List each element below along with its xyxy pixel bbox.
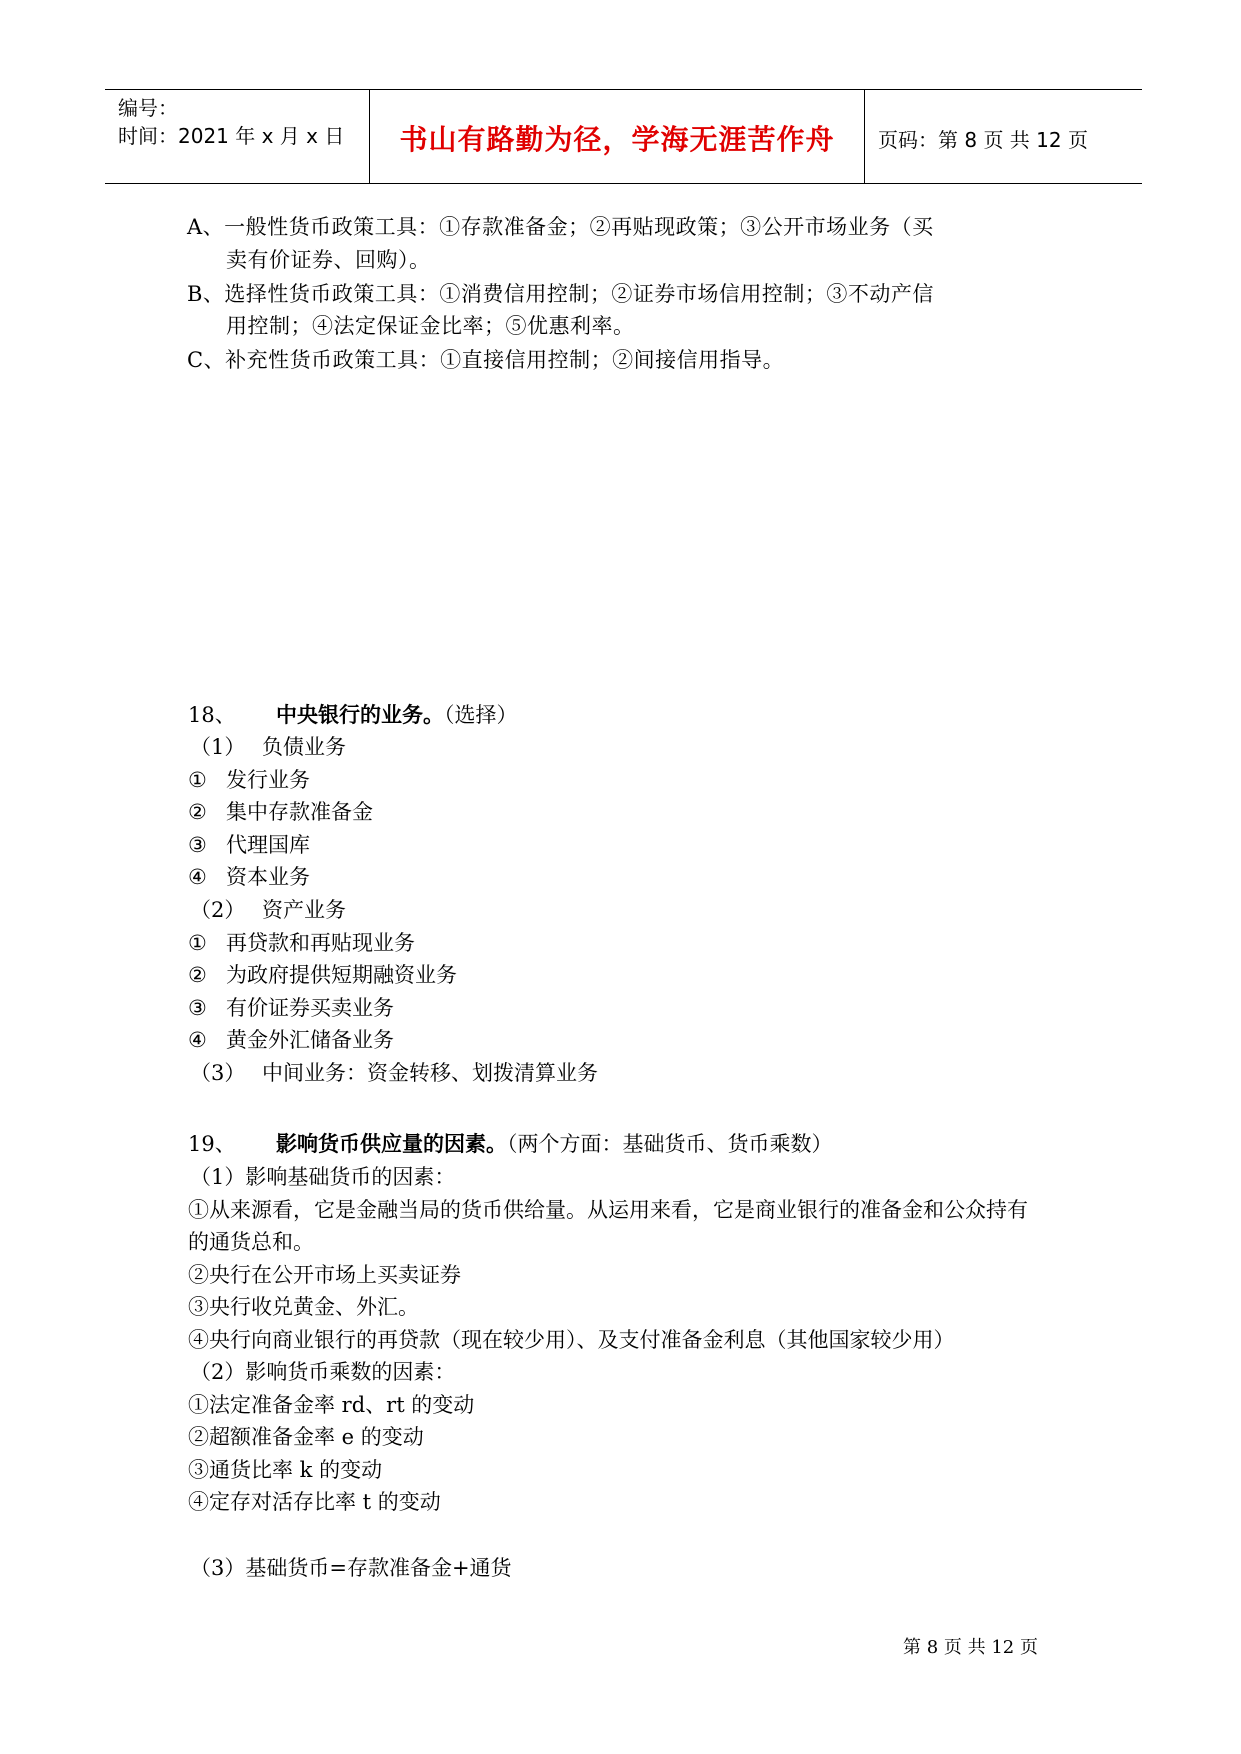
list-item [188, 799, 373, 825]
list-mark: ④ [188, 865, 207, 889]
policy-a-line1: A、一般性货币政策工具：①存款准备金；②再贴现政策；③公开市场业务（买 [187, 215, 934, 239]
list-item [188, 1027, 394, 1053]
list-text: 代理国库 [226, 833, 310, 857]
list-item [188, 962, 457, 988]
liabilities-label: （1） [190, 735, 246, 759]
section18-number: 18、 [188, 703, 236, 727]
list-mark: ① [188, 768, 207, 792]
header-center-cell [370, 90, 865, 183]
section18-heading [188, 702, 518, 728]
base-money-formula: （3）基础货币=存款准备金+通货 [190, 1556, 512, 1580]
liabilities-heading [190, 734, 346, 760]
list-mark: ② [188, 963, 207, 987]
page-header-table [105, 89, 1142, 184]
list-item [188, 930, 415, 956]
base-item1-line1: ①从来源看，它是金融当局的货币供给量。从运用来看，它是商业银行的准备金和公众持有 [188, 1198, 1028, 1222]
intermediate-title: 中间业务：资金转移、划拨清算业务 [262, 1061, 598, 1085]
list-text: 再贷款和再贴现业务 [226, 931, 415, 955]
section18-note: （选择） [444, 703, 518, 727]
list-text: 为政府提供短期融资业务 [226, 963, 457, 987]
base-item3: ③央行收兑黄金、外汇。 [188, 1295, 419, 1319]
policy-c-line1: C、补充性货币政策工具：①直接信用控制；②间接信用指导。 [187, 348, 785, 372]
base-item4: ④央行向商业银行的再贷款（现在较少用）、及支付准备金利息（其他国家较少用） [188, 1328, 955, 1352]
base-item2: ②央行在公开市场上买卖证券 [188, 1263, 461, 1287]
list-item [188, 832, 310, 858]
header-left-cell [105, 90, 370, 183]
serial-label: 编号： [118, 96, 178, 120]
list-item [188, 864, 310, 890]
time-label: 时间：2021 年 x 月 x 日 [118, 124, 345, 148]
list-mark: ④ [188, 1028, 207, 1052]
list-text: 集中存款准备金 [226, 800, 373, 824]
page-label: 页码：第 8 页 共 12 页 [878, 128, 1088, 152]
list-text: 有价证券买卖业务 [226, 996, 394, 1020]
header-right-cell [865, 90, 1142, 183]
liabilities-title: 负债业务 [262, 735, 346, 759]
page-footer: 第 8 页 共 12 页 [903, 1637, 1038, 1658]
list-item [188, 767, 310, 793]
list-text: 发行业务 [226, 768, 310, 792]
list-text: 黄金外汇储备业务 [226, 1028, 394, 1052]
section19-number: 19、 [188, 1132, 236, 1156]
mult-item1: ①法定准备金率 rd、rt 的变动 [188, 1393, 475, 1417]
list-mark: ③ [188, 833, 207, 857]
list-item [188, 995, 394, 1021]
base-item1-line2: 的通货总和。 [188, 1230, 314, 1254]
policy-b-line1: B、选择性货币政策工具：①消费信用控制；②证券市场信用控制；③不动产信 [187, 282, 934, 306]
list-mark: ③ [188, 996, 207, 1020]
assets-heading [190, 897, 346, 923]
list-mark: ① [188, 931, 207, 955]
mult-item3: ③通货比率 k 的变动 [188, 1458, 383, 1482]
section18-title: 中央银行的业务。 [276, 703, 444, 727]
policy-b-line2: 用控制；④法定保证金比率；⑤优惠利率。 [226, 314, 635, 338]
section19-note: （两个方面：基础货币、货币乘数） [507, 1132, 833, 1156]
base-money-heading: （1）影响基础货币的因素： [190, 1165, 456, 1189]
multiplier-heading: （2）影响货币乘数的因素： [190, 1360, 456, 1384]
mult-item2: ②超额准备金率 e 的变动 [188, 1425, 424, 1449]
motto: 书山有路勤为径，学海无涯苦作舟 [399, 123, 835, 156]
policy-a-line2: 卖有价证券、回购）。 [226, 248, 431, 272]
section19-heading [188, 1131, 833, 1157]
intermediate-heading [190, 1060, 598, 1086]
list-mark: ② [188, 800, 207, 824]
list-text: 资本业务 [226, 865, 310, 889]
assets-title: 资产业务 [262, 898, 346, 922]
mult-item4: ④定存对活存比率 t 的变动 [188, 1490, 441, 1514]
assets-label: （2） [190, 898, 246, 922]
section19-title: 影响货币供应量的因素。 [276, 1132, 507, 1156]
intermediate-label: （3） [190, 1061, 246, 1085]
